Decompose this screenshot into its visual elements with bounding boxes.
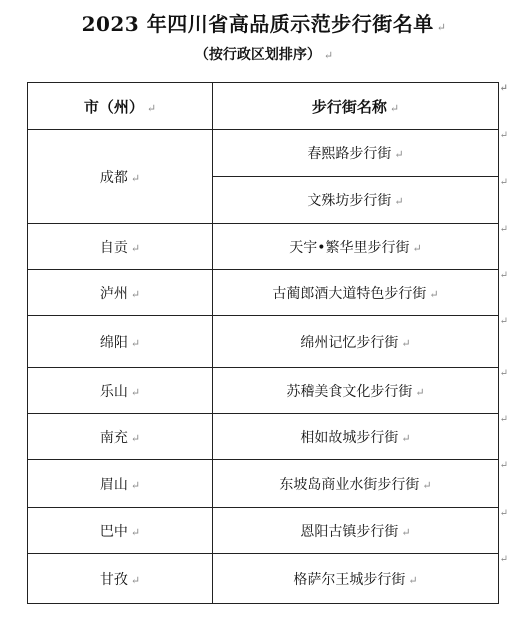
row-end-mark: ↵ [499,83,508,94]
paragraph-mark: ↵ [130,171,141,185]
row-end-mark: ↵ [499,316,508,327]
paragraph-mark: ↵ [146,101,157,115]
street-cell: 绵州记忆步行街 ↵ ↵ [213,316,499,368]
street-cell: 东坡岛商业水街步行街 ↵ ↵ [213,460,499,508]
paragraph-mark: ↵ [394,195,404,208]
subtitle-text: （按行政区划排序） [194,47,321,63]
paragraph-mark: ↵ [130,287,141,301]
row-end-mark: ↵ [499,414,508,425]
paragraph-mark: ↵ [130,431,141,445]
paragraph-mark: ↵ [389,101,400,115]
paragraph-mark: ↵ [130,573,141,587]
table-row [28,224,499,270]
table-row [28,316,499,368]
row-end-mark: ↵ [499,224,508,235]
row-end-mark: ↵ [499,554,508,565]
table-header-row [28,83,499,130]
city-cell: 自贡 ↵ [28,224,213,270]
row-end-mark: ↵ [499,508,508,519]
paragraph-mark: ↵ [130,241,141,255]
street-list-table [27,82,508,604]
header-city: 市（州） ↵ [28,83,213,130]
paragraph-mark: ↵ [429,287,439,301]
row-end-mark: ↵ [499,368,508,379]
city-cell: 南充 ↵ [28,414,213,460]
paragraph-mark: ↵ [401,336,411,350]
paragraph-mark: ↵ [130,478,141,492]
paragraph-mark: ↵ [401,525,411,539]
city-cell: 眉山 ↵ [28,460,213,508]
row-end-mark: ↵ [499,177,508,188]
street-cell: 格萨尔王城步行街 ↵ ↵ [213,554,499,604]
document-title [0,8,528,37]
row-end-mark: ↵ [499,460,508,471]
header-street: 步行街名称 ↵ ↵ [213,83,499,130]
row-end-mark: ↵ [499,130,508,141]
street-cell: 文殊坊步行街 ↵ ↵ [213,177,499,224]
row-end-mark: ↵ [499,270,508,281]
paragraph-mark: ↵ [130,385,141,399]
street-cell: 恩阳古镇步行街 ↵ ↵ [213,508,499,554]
paragraph-mark: ↵ [412,241,422,255]
city-cell: 绵阳 ↵ [28,316,213,368]
table-row [28,130,499,177]
table-row [28,554,499,604]
paragraph-mark: ↵ [323,49,334,62]
paragraph-mark: ↵ [394,148,404,161]
document-subtitle [0,44,528,64]
table-body [28,130,508,604]
street-cell: 天宇•繁华里步行街 ↵ ↵ [213,224,499,270]
paragraph-mark: ↵ [401,431,411,445]
paragraph-mark: ↵ [415,385,425,399]
city-cell: 甘孜 ↵ [28,554,213,604]
city-cell: 巴中 ↵ [28,508,213,554]
city-cell: 成都 ↵ [28,130,213,224]
paragraph-mark: ↵ [422,478,432,492]
table-row [28,368,499,414]
paragraph-mark: ↵ [408,573,418,587]
title-text: 2023 年四川省高品质示范步行街名单 [81,12,434,36]
paragraph-mark: ↵ [130,336,141,350]
table-row [28,460,499,508]
city-cell: 乐山 ↵ [28,368,213,414]
street-cell: 春熙路步行街 ↵ ↵ [213,130,499,177]
table-row [28,508,499,554]
street-cell: 相如故城步行街 ↵ ↵ [213,414,499,460]
city-cell: 泸州 ↵ [28,270,213,316]
table-row [28,414,499,460]
paragraph-mark: ↵ [130,525,141,539]
table-row [28,270,499,316]
street-cell: 古蔺郎酒大道特色步行街 ↵ ↵ [213,270,499,316]
street-cell: 苏稽美食文化步行街 ↵ ↵ [213,368,499,414]
paragraph-mark: ↵ [436,21,447,34]
